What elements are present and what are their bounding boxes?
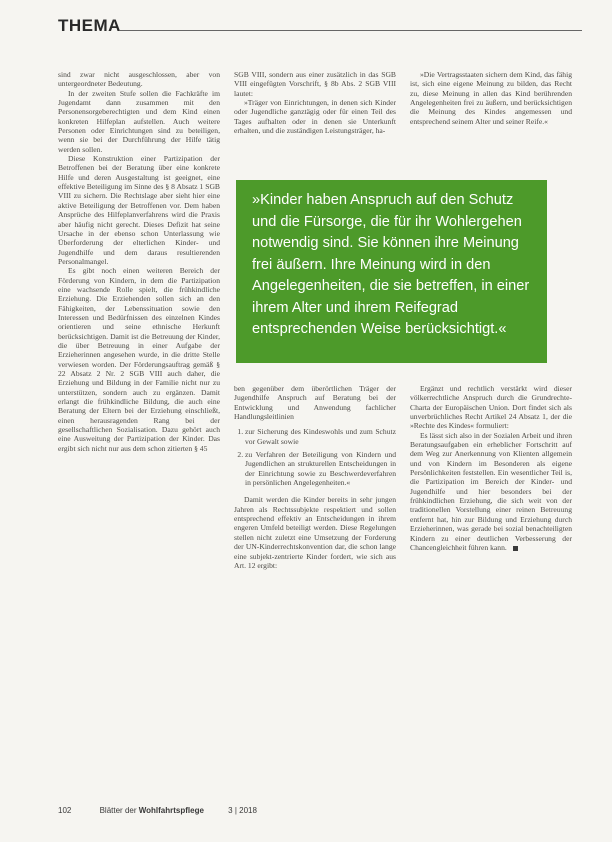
issue-label: 3 | 2018 (228, 806, 257, 815)
journal-prefix: Blätter der (99, 806, 137, 815)
page-footer (58, 806, 283, 815)
column-2-bottom (234, 384, 396, 664)
paragraph: ben gegenüber dem überörtlichen Träger der Jugendhilfe Anspruch auf Beratung bei der Entwicklung und Anwendung fachlicher Handlungsleitlinien (234, 384, 396, 422)
numbered-list (234, 427, 396, 487)
paragraph-text: Es lässt sich also in der Sozialen Arbeit und ihren Beratungsaufgaben ein erheblicher Fortschritt auf dem Weg zur Anerkennung von Klienten allgemein und von Kindern im Besonderen als eigene Persönlichkeiten feststellen. Ein wesentlicher Teil is, die Partizipation im Bereich der Kinder- und Jugendhilfe und hier besonders bei der frühkindlichen Erziehung, die sich weit von der traditionellen Vorstellung einer reinen Betreuung entfernt hat, hin zur Bildung und Erziehung durch Erzieherinnen, was gerade bei sozial benachteiligten Kindern zu einer deutlichen Verbesserung der Chancengleichheit führen kann. (410, 430, 572, 552)
paragraph: SGB VIII, sondern aus einer zusätzlich in das SGB VIII eingefügten Vorschrift, § 8b Abs. 2 SGB VIII lautet: (234, 70, 396, 98)
end-of-article-mark (513, 546, 518, 551)
column-2-top (234, 70, 396, 170)
list-item: 1. zur Sicherung des Kindeswohls und zum Schutz vor Gewalt sowie (245, 427, 396, 446)
paragraph: »Träger von Einrichtungen, in denen sich Kinder oder Jugendliche ganztägig oder für einen Teil des Tages aufhalten oder in denen sie Unterkunft erhalten, und die zuständigen Leistungsträger, ha- (234, 98, 396, 136)
section-heading: THEMA (58, 16, 121, 35)
paragraph: Diese Konstruktion einer Partizipation der Betroffenen bei der Beratung über eine konkrete Hilfe und deren Ausgestaltung ist geeignet, eine effektive Beteiligung im Sinne des § 8 Absatz 1 SGB VIII zu sichern. Die Rechtslage aber sieht hier eine aktive Beteiligung der Betroffenen vor. Dem haben Ansprüche des Hilfeplanverfahrens wird die Praxis aber häufig nicht gerecht. Dieses Defizit hat seine Ursache in der ebenso schon Unterlassung wie Überforderung der elterlichen Kinder- und Jugendhilfe und dem daraus resultierenden Personalmangel. (58, 154, 220, 266)
pull-quote-text: »Kinder haben Anspruch auf den Schutz und die Fürsorge, die für ihr Wohlergehen notwendig sind. Sie können ihre Meinung frei äußern. Ihre Meinung wird in den Angelegenheiten, die sie betreffen, in einer ihrem Alter und ihrem Reifegrad entsprechenden Weise berücksichtigt.« (252, 192, 530, 337)
paragraph: »Die Vertragsstaaten sichern dem Kind, das fähig ist, sich eine eigene Meinung zu bilden, das Recht zu, diese Meinung in allen das Kind berührenden Angelegenheiten frei zu äußern, und berücksichtigen die Meinung des Kindes angemessen und entsprechend seinem Alter und seiner Reife.« (410, 70, 572, 126)
paragraph: Ergänzt und rechtlich verstärkt wird dieser völkerrechtliche Anspruch durch die Grundrechte-Charta der Europäischen Union. Dort findet sich als unverbrüchliches Recht Artikel 24 Absatz 1, der die »Rechte des Kindes« formuliert: (410, 384, 572, 431)
column-1 (58, 70, 220, 660)
paragraph: Damit werden die Kinder bereits in sehr jungen Jahren als Rechtssubjekte respektiert und sollen entsprechend effektiv an Entscheidungen in ihrem engeren Umfeld beteiligt werden. Diese Regelungen stellen nicht zuletzt eine Umsetzung der Forderung der UN-Kinderrechtskonvention dar, die schon lange eine subjekt-zentrierte Kinder fordert, wie sich aus Art. 12 ergibt: (234, 495, 396, 570)
paragraph: sind zwar nicht ausgeschlossen, aber von untergeordneter Bedeutung. (58, 70, 220, 89)
paragraph (410, 431, 572, 552)
pull-quote-box (236, 180, 547, 363)
paragraph: Es gibt noch einen weiteren Bereich der Förderung von Kindern, in dem die Partizipation eine wachsende Rolle spielt, die frühkindliche Erziehung. Die Erziehenden sollen sich an den Fähigkeiten, der Lebenssituation sowie den Interessen und Bedürfnissen des einzelnen Kindes orientieren und seine ethnische Herkunft berücksichtigen. Damit ist die Betreuung der Kinder, die über Betreuung in einer Aufgabe der Erzieherinnen angesehen wurde, in die dritte Stelle verwiesen worden. Der Förderungsauftrag gemäß § 22 Absatz 2 Nr. 2 SGB VIII auch daher, die Erziehung und Bildung in der Familie nicht nur zu unterstützen, sondern auch zu ergänzen. Damit erlangt die frühkindliche Bildung, die auch eine Beratung der Eltern bei der Erziehung einschließt, einen herausragenden Rang bei der gesellschaftlichen Sozialisation. Dazu gehört auch eine Ausweitung der Partizipation der Kinder. Das ergibt sich nicht nur aus dem schon zitierten § 45 (58, 266, 220, 453)
journal-name: Wohlfahrtspflege (138, 806, 204, 815)
column-3-top (410, 70, 572, 170)
paragraph: In der zweiten Stufe sollen die Fachkräfte im Jugendamt dann zusammen mit den Personensorgeberechtigten und dem Kind einen konkreten Hilfeplan aufstellen. Auch weitere Personen oder Einrichtungen sind zu beteiligen, wenn sie bei der Durchführung der Hilfe tätig werden sollen. (58, 88, 220, 154)
header-rule (120, 30, 582, 31)
list-item: 2. zu Verfahren der Beteiligung von Kindern und Jugendlichen an strukturellen Entscheidungen in der Einrichtung sowie zu Beschwerdeverfahren in persönlichen Angelegenheiten.« (245, 450, 396, 487)
column-3-bottom (410, 384, 572, 664)
page-number: 102 (58, 806, 72, 815)
